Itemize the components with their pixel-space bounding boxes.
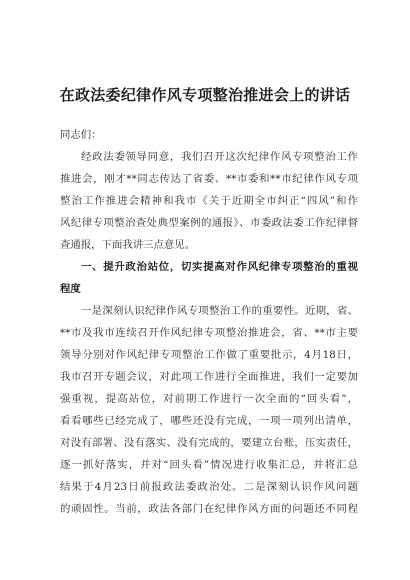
paragraph-line: 领导分别对作风纪律专项整治工作做了重要批示，4月18日， xyxy=(60,349,358,361)
paragraph-line: 推进会，刚才**同志传达了省委、**市委和**市纪律作风专项 xyxy=(60,173,358,185)
paragraph-line: 我市召开专题会议，对此项工作进行全面推进，我们一定要加 xyxy=(60,371,358,383)
paragraph-line: 一是深刻认识纪律作风专项整治工作的重要性。近期，省、 xyxy=(81,305,358,317)
paragraph-2 xyxy=(60,300,358,520)
paragraph-line: 逐一抓好落实，并对“回头看”情况进行收集汇总，并将汇总 xyxy=(60,459,358,471)
paragraph-line: 的顽固性。当前，政法各部门在纪律作风方面的问题还不同程 xyxy=(60,503,358,515)
document-body xyxy=(60,124,358,520)
section-heading-1 xyxy=(60,256,358,300)
paragraph-line: 强重视，提高站位，对前期工作进行一次全面的“回头看”， xyxy=(60,393,358,405)
document-title: 在政法委纪律作风专项整治推进会上的讲话 xyxy=(59,86,351,104)
paragraph-line: 看看哪些已经完成了，哪些还没有完成，一项一项列出清单， xyxy=(60,415,358,427)
paragraph-line: 整治工作推进会精神和我市《关于近期全市纠正“四风”和作 xyxy=(60,195,358,207)
paragraph-line: 经政法委领导同意，我们召开这次纪律作风专项整治工作 xyxy=(81,151,358,163)
paragraph-line: 结果于4月23日前报政法委政治处。二是深刻认识作风问题 xyxy=(60,481,358,493)
paragraph-line: 对没有部署、没有落实、没有完成的，要建立台账，压实责任， xyxy=(60,437,358,449)
salutation: 同志们： xyxy=(60,129,102,141)
heading-line: 一、提升政治站位，切实提高对作风纪律专项整治的重视 xyxy=(81,261,358,273)
paragraph-line: **市及我市连续召开作风纪律专项整治推进会，省、**市主要 xyxy=(60,327,358,339)
paragraph-line: 查通报，下面我讲三点意见。 xyxy=(60,239,196,251)
paragraph-1 xyxy=(60,146,358,256)
heading-line: 程度 xyxy=(60,283,81,295)
paragraph-line: 风纪律专项整治查处典型案例的通报》、市委政法委工作纪律督 xyxy=(60,217,358,229)
